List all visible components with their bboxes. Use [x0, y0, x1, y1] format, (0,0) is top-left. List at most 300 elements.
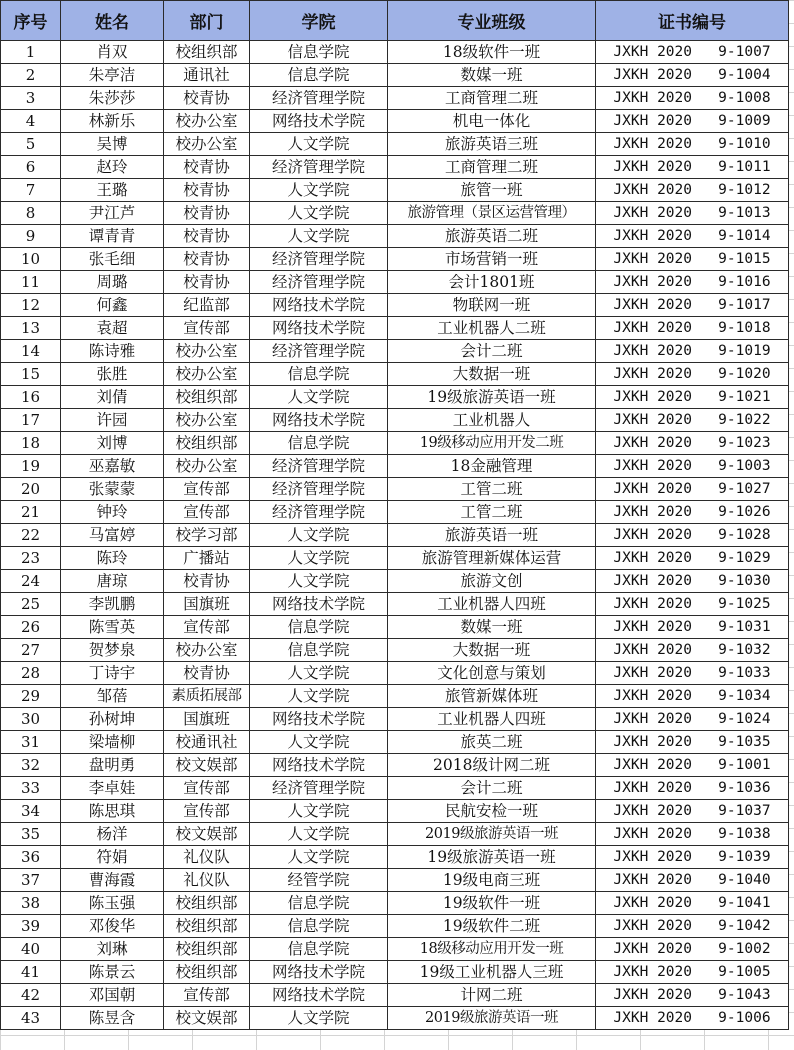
- cell-college[interactable]: 人文学院: [250, 823, 388, 846]
- cell-department[interactable]: 宣传部: [164, 501, 250, 524]
- cell-certificate-number[interactable]: JXKH 2020 9-1004: [596, 64, 789, 87]
- cell-certificate-number[interactable]: JXKH 2020 9-1015: [596, 248, 789, 271]
- cell-class[interactable]: 旅游文创: [388, 570, 596, 593]
- cell-index[interactable]: 42: [1, 984, 61, 1007]
- cell-index[interactable]: 2: [1, 64, 61, 87]
- cell-certificate-number[interactable]: JXKH 2020 9-1029: [596, 547, 789, 570]
- cell-certificate-number[interactable]: JXKH 2020 9-1021: [596, 386, 789, 409]
- table-row: [1, 708, 789, 731]
- cell-college[interactable]: 信息学院: [250, 432, 388, 455]
- cell-class[interactable]: 工业机器人四班: [388, 593, 596, 616]
- table-row: [1, 547, 789, 570]
- cell-class[interactable]: 文化创意与策划: [388, 662, 596, 685]
- table-row: [1, 524, 789, 547]
- table-row: [1, 639, 789, 662]
- cell-index[interactable]: 25: [1, 593, 61, 616]
- cell-index[interactable]: 22: [1, 524, 61, 547]
- cell-class[interactable]: 18级软件一班: [388, 41, 596, 64]
- header-name[interactable]: 姓名: [61, 1, 164, 41]
- cell-class[interactable]: 19级工业机器人三班: [388, 961, 596, 984]
- cell-certificate-number[interactable]: JXKH 2020 9-1037: [596, 800, 789, 823]
- cell-certificate-number[interactable]: JXKH 2020 9-1027: [596, 478, 789, 501]
- cell-college[interactable]: 人文学院: [250, 202, 388, 225]
- table-row: [1, 685, 789, 708]
- cell-class[interactable]: 数媒一班: [388, 616, 596, 639]
- table-row: [1, 731, 789, 754]
- cell-name[interactable]: 张胜: [61, 363, 164, 386]
- cell-certificate-number[interactable]: JXKH 2020 9-1014: [596, 225, 789, 248]
- cell-college[interactable]: 网络技术学院: [250, 409, 388, 432]
- cell-index[interactable]: 15: [1, 363, 61, 386]
- table-row: [1, 64, 789, 87]
- cell-index[interactable]: 26: [1, 616, 61, 639]
- cell-index[interactable]: 34: [1, 800, 61, 823]
- cell-certificate-number[interactable]: JXKH 2020 9-1025: [596, 593, 789, 616]
- cell-class[interactable]: 18级移动应用开发一班: [388, 938, 596, 961]
- cell-college[interactable]: 网络技术学院: [250, 317, 388, 340]
- cell-class[interactable]: 旅游英语二班: [388, 225, 596, 248]
- table-row: [1, 133, 789, 156]
- cell-class[interactable]: 2019级旅游英语一班: [388, 1007, 596, 1030]
- cell-department[interactable]: 校青协: [164, 179, 250, 202]
- cell-name[interactable]: 刘博: [61, 432, 164, 455]
- table-row: [1, 984, 789, 1007]
- cell-name[interactable]: 马富婷: [61, 524, 164, 547]
- cell-department[interactable]: 校组织部: [164, 938, 250, 961]
- cell-class[interactable]: 19级电商三班: [388, 869, 596, 892]
- cell-certificate-number[interactable]: JXKH 2020 9-1024: [596, 708, 789, 731]
- cell-certificate-number[interactable]: JXKH 2020 9-1032: [596, 639, 789, 662]
- cell-certificate-number[interactable]: JXKH 2020 9-1020: [596, 363, 789, 386]
- cell-certificate-number[interactable]: JXKH 2020 9-1028: [596, 524, 789, 547]
- cell-college[interactable]: 经济管理学院: [250, 455, 388, 478]
- table-row: [1, 317, 789, 340]
- cell-department[interactable]: 校组织部: [164, 432, 250, 455]
- cell-name[interactable]: 孙树坤: [61, 708, 164, 731]
- cell-class[interactable]: 旅管一班: [388, 179, 596, 202]
- table-row: [1, 202, 789, 225]
- cell-index[interactable]: 14: [1, 340, 61, 363]
- cell-index[interactable]: 8: [1, 202, 61, 225]
- cell-certificate-number[interactable]: JXKH 2020 9-1012: [596, 179, 789, 202]
- table-row: [1, 432, 789, 455]
- cell-certificate-number[interactable]: JXKH 2020 9-1031: [596, 616, 789, 639]
- cell-name[interactable]: 丁诗宇: [61, 662, 164, 685]
- cell-index[interactable]: 9: [1, 225, 61, 248]
- cell-name[interactable]: 袁超: [61, 317, 164, 340]
- cell-certificate-number[interactable]: JXKH 2020 9-1006: [596, 1007, 789, 1030]
- cell-name[interactable]: 许园: [61, 409, 164, 432]
- cell-certificate-number[interactable]: JXKH 2020 9-1018: [596, 317, 789, 340]
- cell-certificate-number[interactable]: JXKH 2020 9-1023: [596, 432, 789, 455]
- cell-name[interactable]: 李卓娃: [61, 777, 164, 800]
- cell-college[interactable]: 网络技术学院: [250, 984, 388, 1007]
- table-row: [1, 363, 789, 386]
- header-college[interactable]: 学院: [250, 1, 388, 41]
- cell-department[interactable]: 校组织部: [164, 892, 250, 915]
- cell-class[interactable]: 18金融管理: [388, 455, 596, 478]
- cell-index[interactable]: 32: [1, 754, 61, 777]
- cell-index[interactable]: 41: [1, 961, 61, 984]
- cell-department[interactable]: 校青协: [164, 271, 250, 294]
- cell-class[interactable]: 工商管理二班: [388, 156, 596, 179]
- cell-name[interactable]: 肖双: [61, 41, 164, 64]
- cell-class[interactable]: 工业机器人二班: [388, 317, 596, 340]
- cell-certificate-number[interactable]: JXKH 2020 9-1043: [596, 984, 789, 1007]
- cell-department[interactable]: 校青协: [164, 156, 250, 179]
- cell-name[interactable]: 朱莎莎: [61, 87, 164, 110]
- cell-class[interactable]: 旅游管理（景区运营管理）: [388, 202, 596, 225]
- cell-certificate-number[interactable]: JXKH 2020 9-1040: [596, 869, 789, 892]
- cell-department[interactable]: 校青协: [164, 248, 250, 271]
- cell-name[interactable]: 陈诗雅: [61, 340, 164, 363]
- table-row: [1, 179, 789, 202]
- cell-college[interactable]: 人文学院: [250, 547, 388, 570]
- cell-college[interactable]: 信息学院: [250, 938, 388, 961]
- header-row: [1, 1, 789, 41]
- cell-college[interactable]: 网络技术学院: [250, 110, 388, 133]
- cell-name[interactable]: 周璐: [61, 271, 164, 294]
- cell-index[interactable]: 13: [1, 317, 61, 340]
- header-certificate-number[interactable]: 证书编号: [596, 1, 789, 41]
- cell-department[interactable]: 校办公室: [164, 639, 250, 662]
- cell-name[interactable]: 陈昱含: [61, 1007, 164, 1030]
- cell-department[interactable]: 校办公室: [164, 455, 250, 478]
- cell-class[interactable]: 机电一体化: [388, 110, 596, 133]
- cell-class[interactable]: 2018级计网二班: [388, 754, 596, 777]
- cell-certificate-number[interactable]: JXKH 2020 9-1003: [596, 455, 789, 478]
- cell-department[interactable]: 通讯社: [164, 64, 250, 87]
- header-department[interactable]: 部门: [164, 1, 250, 41]
- cell-college[interactable]: 经济管理学院: [250, 271, 388, 294]
- cell-certificate-number[interactable]: JXKH 2020 9-1011: [596, 156, 789, 179]
- cell-index[interactable]: 20: [1, 478, 61, 501]
- header-index[interactable]: 序号: [1, 1, 61, 41]
- cell-class[interactable]: 会计二班: [388, 777, 596, 800]
- cell-name[interactable]: 王璐: [61, 179, 164, 202]
- cell-index[interactable]: 12: [1, 294, 61, 317]
- cell-index[interactable]: 23: [1, 547, 61, 570]
- cell-class[interactable]: 工业机器人四班: [388, 708, 596, 731]
- cell-index[interactable]: 24: [1, 570, 61, 593]
- table-row: [1, 869, 789, 892]
- cell-class[interactable]: 大数据一班: [388, 639, 596, 662]
- cell-department[interactable]: 校青协: [164, 570, 250, 593]
- cell-college[interactable]: 人文学院: [250, 570, 388, 593]
- cell-college[interactable]: 信息学院: [250, 616, 388, 639]
- cell-certificate-number[interactable]: JXKH 2020 9-1019: [596, 340, 789, 363]
- cell-college[interactable]: 人文学院: [250, 800, 388, 823]
- cell-certificate-number[interactable]: JXKH 2020 9-1013: [596, 202, 789, 225]
- cell-department[interactable]: 校组织部: [164, 386, 250, 409]
- cell-certificate-number[interactable]: JXKH 2020 9-1009: [596, 110, 789, 133]
- cell-department[interactable]: 校青协: [164, 87, 250, 110]
- cell-name[interactable]: 钟玲: [61, 501, 164, 524]
- cell-college[interactable]: 人文学院: [250, 225, 388, 248]
- table-row: [1, 156, 789, 179]
- cell-college[interactable]: 经济管理学院: [250, 501, 388, 524]
- cell-college[interactable]: 经济管理学院: [250, 777, 388, 800]
- cell-college[interactable]: 经济管理学院: [250, 87, 388, 110]
- cell-name[interactable]: 赵玲: [61, 156, 164, 179]
- cell-index[interactable]: 36: [1, 846, 61, 869]
- cell-department[interactable]: 广播站: [164, 547, 250, 570]
- cell-class[interactable]: 旅游英语一班: [388, 524, 596, 547]
- cell-department[interactable]: 校青协: [164, 202, 250, 225]
- cell-certificate-number[interactable]: JXKH 2020 9-1002: [596, 938, 789, 961]
- cell-name[interactable]: 邓俊华: [61, 915, 164, 938]
- cell-class[interactable]: 市场营销一班: [388, 248, 596, 271]
- cell-department[interactable]: 校青协: [164, 225, 250, 248]
- cell-department[interactable]: 宣传部: [164, 800, 250, 823]
- cell-index[interactable]: 30: [1, 708, 61, 731]
- cell-department[interactable]: 校办公室: [164, 409, 250, 432]
- cell-department[interactable]: 校组织部: [164, 915, 250, 938]
- cell-name[interactable]: 刘倩: [61, 386, 164, 409]
- cell-department[interactable]: 纪监部: [164, 294, 250, 317]
- cell-name[interactable]: 陈景云: [61, 961, 164, 984]
- cell-certificate-number[interactable]: JXKH 2020 9-1026: [596, 501, 789, 524]
- cell-certificate-number[interactable]: JXKH 2020 9-1008: [596, 87, 789, 110]
- table-row: [1, 386, 789, 409]
- cell-index[interactable]: 4: [1, 110, 61, 133]
- table-row: [1, 87, 789, 110]
- table-row: [1, 271, 789, 294]
- cell-certificate-number[interactable]: JXKH 2020 9-1005: [596, 961, 789, 984]
- cell-college[interactable]: 信息学院: [250, 915, 388, 938]
- cell-department[interactable]: 宣传部: [164, 317, 250, 340]
- cell-department[interactable]: 校通讯社: [164, 731, 250, 754]
- cell-class[interactable]: 旅游英语三班: [388, 133, 596, 156]
- cell-name[interactable]: 盘明勇: [61, 754, 164, 777]
- cell-college[interactable]: 网络技术学院: [250, 961, 388, 984]
- cell-class[interactable]: 工商管理二班: [388, 87, 596, 110]
- cell-college[interactable]: 信息学院: [250, 639, 388, 662]
- cell-name[interactable]: 陈玲: [61, 547, 164, 570]
- cell-college[interactable]: 人文学院: [250, 685, 388, 708]
- cell-class[interactable]: 会计二班: [388, 340, 596, 363]
- cell-college[interactable]: 人文学院: [250, 846, 388, 869]
- cell-index[interactable]: 18: [1, 432, 61, 455]
- cell-name[interactable]: 邓国朝: [61, 984, 164, 1007]
- cell-index[interactable]: 39: [1, 915, 61, 938]
- cell-class[interactable]: 民航安检一班: [388, 800, 596, 823]
- cell-name[interactable]: 李凯鹏: [61, 593, 164, 616]
- cell-class[interactable]: 旅游管理新媒体运营: [388, 547, 596, 570]
- cell-class[interactable]: 物联网一班: [388, 294, 596, 317]
- cell-certificate-number[interactable]: JXKH 2020 9-1017: [596, 294, 789, 317]
- cell-college[interactable]: 经济管理学院: [250, 340, 388, 363]
- cell-college[interactable]: 经济管理学院: [250, 248, 388, 271]
- cell-index[interactable]: 10: [1, 248, 61, 271]
- cell-name[interactable]: 朱亭洁: [61, 64, 164, 87]
- cell-index[interactable]: 43: [1, 1007, 61, 1030]
- cell-class[interactable]: 19级移动应用开发二班: [388, 432, 596, 455]
- cell-class[interactable]: 旅英二班: [388, 731, 596, 754]
- cell-college[interactable]: 人文学院: [250, 133, 388, 156]
- cell-class[interactable]: 19级软件一班: [388, 892, 596, 915]
- cell-name[interactable]: 贺梦泉: [61, 639, 164, 662]
- cell-name[interactable]: 符娟: [61, 846, 164, 869]
- cell-index[interactable]: 35: [1, 823, 61, 846]
- cell-index[interactable]: 27: [1, 639, 61, 662]
- cell-department[interactable]: 校组织部: [164, 41, 250, 64]
- cell-department[interactable]: 国旗班: [164, 593, 250, 616]
- cell-college[interactable]: 网络技术学院: [250, 708, 388, 731]
- table-row: [1, 961, 789, 984]
- cell-department[interactable]: 礼仪队: [164, 846, 250, 869]
- cell-certificate-number[interactable]: JXKH 2020 9-1042: [596, 915, 789, 938]
- cell-department[interactable]: 校学习部: [164, 524, 250, 547]
- cell-certificate-number[interactable]: JXKH 2020 9-1034: [596, 685, 789, 708]
- cell-department[interactable]: 校文娱部: [164, 823, 250, 846]
- table-row: [1, 478, 789, 501]
- cell-index[interactable]: 31: [1, 731, 61, 754]
- cell-college[interactable]: 人文学院: [250, 1007, 388, 1030]
- cell-index[interactable]: 16: [1, 386, 61, 409]
- cell-college[interactable]: 网络技术学院: [250, 593, 388, 616]
- table-row: [1, 294, 789, 317]
- cell-department[interactable]: 宣传部: [164, 777, 250, 800]
- cell-class[interactable]: 大数据一班: [388, 363, 596, 386]
- cell-certificate-number[interactable]: JXKH 2020 9-1036: [596, 777, 789, 800]
- cell-department[interactable]: 校文娱部: [164, 754, 250, 777]
- table-row: [1, 593, 789, 616]
- cell-name[interactable]: 曹海霞: [61, 869, 164, 892]
- cell-index[interactable]: 37: [1, 869, 61, 892]
- cell-index[interactable]: 38: [1, 892, 61, 915]
- cell-index[interactable]: 17: [1, 409, 61, 432]
- cell-name[interactable]: 刘琳: [61, 938, 164, 961]
- cell-class[interactable]: 19级旅游英语一班: [388, 846, 596, 869]
- cell-class[interactable]: 19级旅游英语一班: [388, 386, 596, 409]
- cell-department[interactable]: 宣传部: [164, 478, 250, 501]
- cell-index[interactable]: 11: [1, 271, 61, 294]
- cell-college[interactable]: 网络技术学院: [250, 754, 388, 777]
- cell-college[interactable]: 人文学院: [250, 524, 388, 547]
- cell-index[interactable]: 40: [1, 938, 61, 961]
- cell-class[interactable]: 会计1801班: [388, 271, 596, 294]
- cell-certificate-number[interactable]: JXKH 2020 9-1041: [596, 892, 789, 915]
- cell-department[interactable]: 校办公室: [164, 133, 250, 156]
- cell-department[interactable]: 宣传部: [164, 984, 250, 1007]
- cell-department[interactable]: 校文娱部: [164, 1007, 250, 1030]
- cell-class[interactable]: 工管二班: [388, 501, 596, 524]
- cell-name[interactable]: 唐琼: [61, 570, 164, 593]
- cell-department[interactable]: 素质拓展部: [164, 685, 250, 708]
- cell-college[interactable]: 信息学院: [250, 64, 388, 87]
- cell-college[interactable]: 人文学院: [250, 386, 388, 409]
- cell-certificate-number[interactable]: JXKH 2020 9-1010: [596, 133, 789, 156]
- cell-index[interactable]: 3: [1, 87, 61, 110]
- cell-college[interactable]: 经管学院: [250, 869, 388, 892]
- cell-college[interactable]: 信息学院: [250, 892, 388, 915]
- cell-class[interactable]: 旅管新媒体班: [388, 685, 596, 708]
- cell-certificate-number[interactable]: JXKH 2020 9-1038: [596, 823, 789, 846]
- cell-certificate-number[interactable]: JXKH 2020 9-1001: [596, 754, 789, 777]
- cell-class[interactable]: 工管二班: [388, 478, 596, 501]
- table-row: [1, 938, 789, 961]
- cell-certificate-number[interactable]: JXKH 2020 9-1030: [596, 570, 789, 593]
- cell-certificate-number[interactable]: JXKH 2020 9-1022: [596, 409, 789, 432]
- table-row: [1, 455, 789, 478]
- table-row: [1, 662, 789, 685]
- cell-college[interactable]: 网络技术学院: [250, 294, 388, 317]
- cell-department[interactable]: 校青协: [164, 662, 250, 685]
- cell-index[interactable]: 6: [1, 156, 61, 179]
- cell-index[interactable]: 28: [1, 662, 61, 685]
- cell-certificate-number[interactable]: JXKH 2020 9-1007: [596, 41, 789, 64]
- cell-name[interactable]: 张毛细: [61, 248, 164, 271]
- cell-certificate-number[interactable]: JXKH 2020 9-1033: [596, 662, 789, 685]
- cell-name[interactable]: 梁墙柳: [61, 731, 164, 754]
- cell-name[interactable]: 陈玉强: [61, 892, 164, 915]
- cell-class[interactable]: 数媒一班: [388, 64, 596, 87]
- cell-college[interactable]: 人文学院: [250, 179, 388, 202]
- cell-name[interactable]: 吴博: [61, 133, 164, 156]
- cell-college[interactable]: 经济管理学院: [250, 156, 388, 179]
- cell-name[interactable]: 陈雪英: [61, 616, 164, 639]
- cell-index[interactable]: 7: [1, 179, 61, 202]
- table-row: [1, 248, 789, 271]
- table-row: [1, 800, 789, 823]
- cell-index[interactable]: 33: [1, 777, 61, 800]
- cell-college[interactable]: 经济管理学院: [250, 478, 388, 501]
- cell-name[interactable]: 林新乐: [61, 110, 164, 133]
- cell-college[interactable]: 人文学院: [250, 662, 388, 685]
- cell-department[interactable]: 校办公室: [164, 110, 250, 133]
- cell-name[interactable]: 谭青青: [61, 225, 164, 248]
- cell-department[interactable]: 礼仪队: [164, 869, 250, 892]
- cell-index[interactable]: 1: [1, 41, 61, 64]
- cell-certificate-number[interactable]: JXKH 2020 9-1039: [596, 846, 789, 869]
- cell-department[interactable]: 国旗班: [164, 708, 250, 731]
- table-row: [1, 225, 789, 248]
- cell-department[interactable]: 宣传部: [164, 616, 250, 639]
- cell-class[interactable]: 工业机器人: [388, 409, 596, 432]
- cell-name[interactable]: 张蒙蒙: [61, 478, 164, 501]
- cell-college[interactable]: 信息学院: [250, 41, 388, 64]
- cell-name[interactable]: 尹江芦: [61, 202, 164, 225]
- table-row: [1, 846, 789, 869]
- header-class[interactable]: 专业班级: [388, 1, 596, 41]
- table-row: [1, 892, 789, 915]
- cell-class[interactable]: 计网二班: [388, 984, 596, 1007]
- cell-name[interactable]: 杨洋: [61, 823, 164, 846]
- table-row: [1, 340, 789, 363]
- table-row: [1, 41, 789, 64]
- cell-college[interactable]: 信息学院: [250, 363, 388, 386]
- cell-index[interactable]: 5: [1, 133, 61, 156]
- cell-department[interactable]: 校组织部: [164, 961, 250, 984]
- cell-name[interactable]: 邹蓓: [61, 685, 164, 708]
- cell-class[interactable]: 2019级旅游英语一班: [388, 823, 596, 846]
- cell-department[interactable]: 校办公室: [164, 340, 250, 363]
- cell-index[interactable]: 29: [1, 685, 61, 708]
- table-row: [1, 754, 789, 777]
- cell-certificate-number[interactable]: JXKH 2020 9-1016: [596, 271, 789, 294]
- table-row: [1, 110, 789, 133]
- cell-name[interactable]: 巫嘉敏: [61, 455, 164, 478]
- cell-class[interactable]: 19级软件二班: [388, 915, 596, 938]
- cell-name[interactable]: 陈思琪: [61, 800, 164, 823]
- cell-name[interactable]: 何鑫: [61, 294, 164, 317]
- cell-department[interactable]: 校办公室: [164, 363, 250, 386]
- cell-index[interactable]: 19: [1, 455, 61, 478]
- cell-college[interactable]: 人文学院: [250, 731, 388, 754]
- cell-index[interactable]: 21: [1, 501, 61, 524]
- cell-certificate-number[interactable]: JXKH 2020 9-1035: [596, 731, 789, 754]
